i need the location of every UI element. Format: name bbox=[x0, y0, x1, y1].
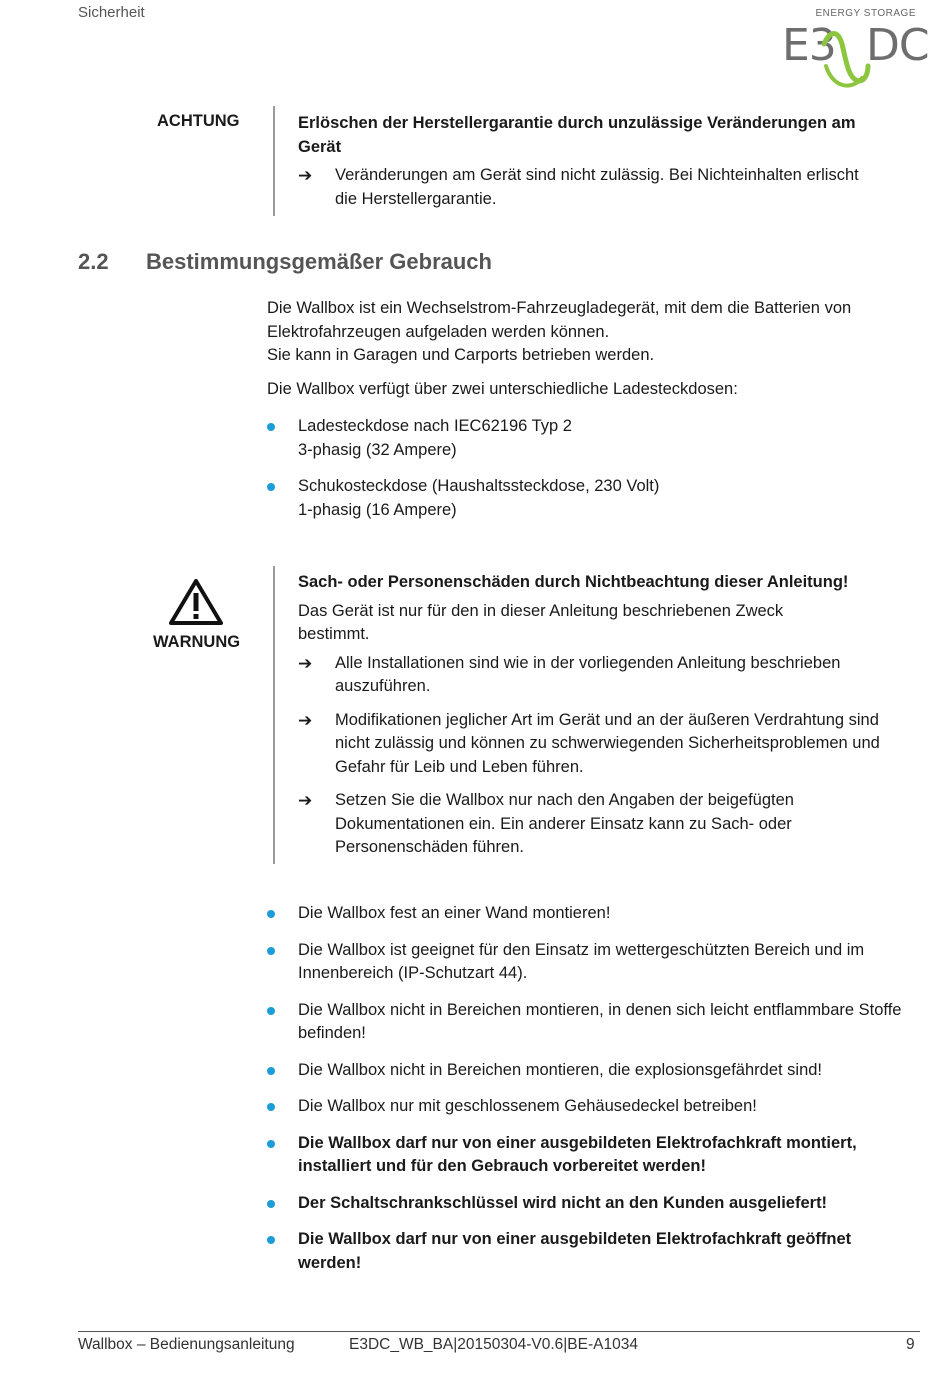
notice-title: Erlöschen der Herstellergarantie durch unzulässige Veränderungen am Gerät bbox=[298, 114, 856, 156]
arrow-right-icon: ➔ bbox=[298, 710, 313, 730]
section-title: Bestimmungsgemäßer Gebrauch bbox=[146, 249, 492, 274]
section-heading bbox=[78, 249, 492, 275]
bullet-icon bbox=[267, 1095, 298, 1119]
bullet-icon bbox=[267, 1132, 298, 1179]
footer-doc-id: E3DC_WB_BA|20150304-V0.6|BE-A1034 bbox=[349, 1336, 638, 1353]
notice-achtung-body bbox=[298, 112, 868, 211]
bullet-icon bbox=[267, 1059, 298, 1083]
logo-wave-icon bbox=[820, 26, 872, 90]
list-item: Der Schaltschrankschlüssel wird nicht an den Kunden ausgeliefert! bbox=[267, 1192, 907, 1216]
section-number: 2.2 bbox=[78, 249, 109, 274]
list-item: Die Wallbox ist geeignet für den Einsatz im wettergeschützten Bereich und im Innenbereich (IP-Schutzart 44). bbox=[267, 939, 907, 986]
notice-item: ➔ Veränderungen am Gerät sind nicht zulässig. Bei Nichteinhalten erlischt die Herstellergarantie. bbox=[298, 164, 868, 211]
list-item: Schukosteckdose (Haushaltssteckdose, 230 Volt) 1-phasig (16 Ampere) bbox=[267, 475, 917, 522]
footer-divider bbox=[78, 1331, 920, 1332]
notice-item: ➔ Setzen Sie die Wallbox nur nach den Angaben der beigefügten Dokumentationen ein. Ein anderer Einsatz kann zu Sach- oder Personenschäden führen. bbox=[298, 789, 898, 860]
list-item: Die Wallbox fest an einer Wand montieren! bbox=[267, 902, 907, 926]
notice-title: Sach- oder Personenschäden durch Nichtbeachtung dieser Anleitung! bbox=[298, 573, 849, 591]
bullet-icon bbox=[267, 1228, 298, 1275]
notice-divider bbox=[273, 106, 275, 216]
list-item: Ladesteckdose nach IEC62196 Typ 2 3-phasig (32 Ampere) bbox=[267, 415, 917, 462]
e3dc-logo bbox=[780, 8, 929, 90]
notice-label-warnung: WARNUNG bbox=[153, 633, 241, 651]
arrow-right-icon: ➔ bbox=[298, 791, 313, 810]
notice-item: ➔ Alle Installationen sind wie in der vorliegenden Anleitung beschrieben auszuführen. bbox=[298, 652, 898, 699]
list-item: Die Wallbox darf nur von einer ausgebildeten Elektrofachkraft geöffnet werden! bbox=[267, 1228, 907, 1275]
notice-item: ➔ Modifikationen jeglicher Art im Gerät und an der äußeren Verdrahtung sind nicht zulässig und können zu schwerwiegenden Sicherheitsproblemen und Gefahr für Leib und Leben führen. bbox=[298, 709, 898, 780]
bullet-icon bbox=[267, 415, 298, 462]
bullet-icon bbox=[267, 475, 298, 522]
bullet-icon bbox=[267, 1192, 298, 1216]
footer-doc-title: Wallbox – Bedienungsanleitung bbox=[78, 1336, 295, 1353]
bullet-icon bbox=[267, 999, 298, 1046]
list-item: Die Wallbox nicht in Bereichen montieren, die explosionsgefährdet sind! bbox=[267, 1059, 907, 1083]
logo-tagline: ENERGY STORAGE bbox=[815, 8, 916, 19]
intro-paragraph: Die Wallbox ist ein Wechselstrom-Fahrzeugladegerät, mit dem die Batterien von Elektrofahrzeugen aufgeladen werden können. Sie kann in Garagen und Carports betrieben werden. bbox=[267, 299, 852, 364]
notice-label-achtung: ACHTUNG bbox=[157, 112, 240, 130]
arrow-right-icon: ➔ bbox=[298, 653, 313, 673]
page-number: 9 bbox=[906, 1336, 915, 1353]
sockets-intro: Die Wallbox verfügt über zwei unterschiedliche Ladesteckdosen: bbox=[267, 380, 738, 398]
list-item: Die Wallbox darf nur von einer ausgebildeten Elektrofachkraft montiert, installiert und für den Gebrauch vorbereitet werden! bbox=[267, 1132, 907, 1179]
notice-intro: Das Gerät ist nur für den in dieser Anleitung beschriebenen Zweck bestimmt. bbox=[298, 601, 784, 643]
warning-triangle-icon bbox=[168, 578, 224, 626]
logo-text-left: E3 bbox=[782, 20, 836, 71]
notice-warnung-body bbox=[298, 571, 898, 860]
arrow-right-icon: ➔ bbox=[298, 166, 313, 185]
logo-text-right: DC bbox=[866, 20, 929, 71]
bullet-icon bbox=[267, 939, 298, 986]
list-item: Die Wallbox nur mit geschlossenem Gehäusedeckel betreiben! bbox=[267, 1095, 907, 1119]
list-item: Die Wallbox nicht in Bereichen montieren, in denen sich leicht entflammbare Stoffe befinden! bbox=[267, 999, 907, 1046]
rules-list bbox=[267, 902, 907, 1275]
notice-divider bbox=[273, 566, 275, 864]
header-section-title: Sicherheit bbox=[78, 4, 145, 21]
bullet-icon bbox=[267, 902, 298, 926]
